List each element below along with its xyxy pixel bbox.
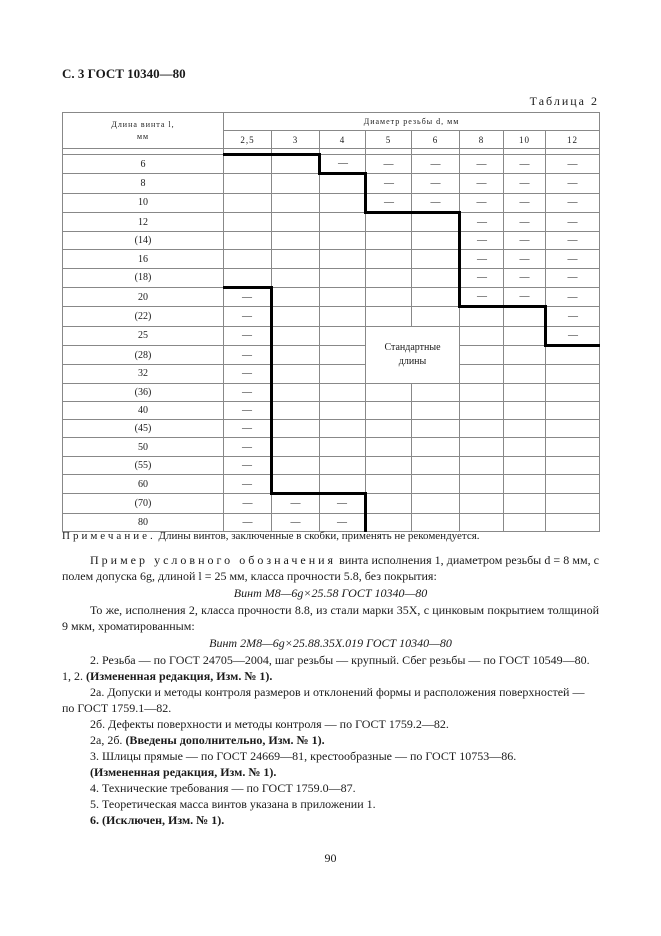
table-cell <box>546 494 600 513</box>
requirements-list <box>62 652 599 828</box>
length-cell: (28) <box>63 345 224 364</box>
item-6: 6. (Исключен, Изм. № 1). <box>90 813 225 827</box>
table-row <box>63 232 600 250</box>
table-cell <box>224 250 272 268</box>
table-cell <box>320 232 366 250</box>
table-cell <box>412 420 460 438</box>
table-cell <box>504 438 546 456</box>
table-row <box>63 193 600 212</box>
table-cell <box>320 456 366 474</box>
table-cell <box>272 174 320 193</box>
table-cell: — <box>460 193 504 212</box>
table-row <box>63 326 600 345</box>
table-cell: — <box>224 401 272 419</box>
length-column-header <box>63 113 224 149</box>
item-4: 4. Технические требования — по ГОСТ 1759.0—87. <box>90 781 356 795</box>
table-cell: — <box>546 155 600 174</box>
table-cell <box>272 383 320 401</box>
designation-formula-1: Винт М8—6g×25.58 ГОСТ 10340—80 <box>233 586 428 600</box>
length-cell: 60 <box>63 475 224 494</box>
length-cell: (55) <box>63 456 224 474</box>
table-cell: — <box>412 155 460 174</box>
table-row <box>63 438 600 456</box>
table-cell <box>272 155 320 174</box>
table-row <box>63 155 600 174</box>
length-cell: 10 <box>63 193 224 212</box>
diameter-header-cell: 12 <box>546 131 600 149</box>
item-3-change: (Измененная редакция, Изм. № 1). <box>90 765 277 779</box>
table-cell <box>320 401 366 419</box>
table-cell: — <box>504 193 546 212</box>
table-cell: — <box>224 513 272 531</box>
table-cell: — <box>224 438 272 456</box>
diameter-header-cell: 5 <box>366 131 412 149</box>
table-cell <box>460 365 504 383</box>
table-cell <box>320 438 366 456</box>
table-cell <box>412 212 460 231</box>
table-cell <box>272 268 320 287</box>
table-body <box>63 155 600 532</box>
table-cell <box>366 307 412 326</box>
table-cell <box>460 438 504 456</box>
item-2a: 2а. Допуски и методы контроля размеров и отклонений формы и расположения поверхностей — по ГОСТ 1759.1—82. <box>62 685 585 715</box>
page-number: 90 <box>324 851 337 865</box>
table-cell: — <box>460 288 504 307</box>
table-cell: — <box>546 250 600 268</box>
table-cell <box>460 326 504 345</box>
table-cell <box>412 456 460 474</box>
diameter-header-cell: 8 <box>460 131 504 149</box>
table-cell <box>366 494 412 513</box>
table-row <box>63 174 600 193</box>
table-cell <box>272 326 320 345</box>
table-cell <box>272 365 320 383</box>
table-cell: — <box>224 494 272 513</box>
table-row <box>63 268 600 287</box>
length-header-line2: мм <box>136 131 150 141</box>
table-cell: — <box>504 155 546 174</box>
designation-formula-2: Винт 2М8—6g×25.88.35Х.019 ГОСТ 10340—80 <box>209 636 452 650</box>
table-cell: — <box>504 232 546 250</box>
item-2: 2. Резьба — по ГОСТ 24705—2004, шаг резьбы — крупный. Сбег резьбы — по ГОСТ 10549—80. <box>90 653 590 667</box>
table-cell: — <box>504 212 546 231</box>
table-cell <box>272 438 320 456</box>
length-header-line1: Длина винта l, <box>111 119 175 129</box>
length-cell: 6 <box>63 155 224 174</box>
table-cell <box>224 232 272 250</box>
item-2ab-ref: 2а, 2б. <box>90 733 123 747</box>
table-cell <box>412 288 460 307</box>
length-cell: (18) <box>63 268 224 287</box>
table-cell <box>412 268 460 287</box>
table-cell: — <box>546 288 600 307</box>
table-cell <box>272 475 320 494</box>
table-cell: — <box>224 365 272 383</box>
table-cell <box>546 383 600 401</box>
length-cell: (45) <box>63 420 224 438</box>
table-cell <box>320 268 366 287</box>
standard-lengths-label <box>366 326 460 383</box>
table-cell <box>272 307 320 326</box>
table-cell <box>460 383 504 401</box>
table-cell <box>224 174 272 193</box>
standard-lengths-line2: длины <box>398 355 427 367</box>
table-cell <box>366 232 412 250</box>
table-cell <box>366 401 412 419</box>
table-cell <box>272 193 320 212</box>
table-cell: — <box>224 456 272 474</box>
table-cell: — <box>320 155 366 174</box>
table-cell <box>412 232 460 250</box>
table-cell <box>412 250 460 268</box>
diameter-header-cell: 4 <box>320 131 366 149</box>
table-cell: — <box>366 174 412 193</box>
length-cell: 80 <box>63 513 224 531</box>
table-row <box>63 345 600 364</box>
item-2-change: (Измененная редакция, Изм. № 1). <box>83 669 273 683</box>
table-cell <box>460 494 504 513</box>
table-cell <box>504 326 546 345</box>
table-cell <box>546 365 600 383</box>
table-cell: — <box>224 288 272 307</box>
table-cell <box>504 494 546 513</box>
table-row <box>63 212 600 231</box>
table-cell <box>320 383 366 401</box>
example-text-2: То же, исполнения 2, класса прочности 8.8, из стали марки 35Х, с цинковым покрытием толщиной 9 мкм, хроматированным: <box>62 603 599 633</box>
table-cell <box>224 268 272 287</box>
table-cell: — <box>546 174 600 193</box>
table-cell <box>460 307 504 326</box>
table-cell <box>366 212 412 231</box>
table-cell: — <box>412 193 460 212</box>
table-cell <box>412 401 460 419</box>
table-cell <box>366 475 412 494</box>
table-cell <box>366 456 412 474</box>
table-row <box>63 475 600 494</box>
table-cell <box>504 383 546 401</box>
table-row <box>63 288 600 307</box>
table-cell: — <box>224 307 272 326</box>
table-row <box>63 494 600 513</box>
length-cell: 20 <box>63 288 224 307</box>
table-cell: — <box>320 494 366 513</box>
screw-length-table <box>62 112 600 532</box>
standard-lengths-line1: Стандартные <box>384 341 441 353</box>
table-cell <box>272 250 320 268</box>
table-cell: — <box>504 268 546 287</box>
table-cell <box>272 345 320 364</box>
table-cell <box>320 193 366 212</box>
table-cell <box>504 456 546 474</box>
length-cell: (36) <box>63 383 224 401</box>
table-cell <box>504 307 546 326</box>
table-cell <box>546 420 600 438</box>
table-cell: — <box>546 268 600 287</box>
table-cell: — <box>460 155 504 174</box>
table-cell: — <box>546 326 600 345</box>
table-row <box>63 307 600 326</box>
diameter-header-cell: 6 <box>412 131 460 149</box>
diameter-header: Диаметр резьбы d, мм <box>224 113 600 131</box>
table-cell <box>504 475 546 494</box>
table-row <box>63 420 600 438</box>
table-cell <box>320 326 366 345</box>
length-cell: (70) <box>63 494 224 513</box>
table-cell <box>320 345 366 364</box>
diameter-header-cell: 3 <box>272 131 320 149</box>
designation-example <box>62 552 599 828</box>
table-cell <box>412 383 460 401</box>
table-cell: — <box>224 326 272 345</box>
table-cell: — <box>460 232 504 250</box>
table-cell: — <box>366 155 412 174</box>
table-cell <box>272 420 320 438</box>
table-cell: — <box>460 174 504 193</box>
table-cell <box>546 401 600 419</box>
table-cell <box>504 420 546 438</box>
table-cell: — <box>460 268 504 287</box>
table-cell <box>412 438 460 456</box>
length-cell: 32 <box>63 365 224 383</box>
table-cell: — <box>224 345 272 364</box>
table-cell <box>224 193 272 212</box>
table-row <box>63 401 600 419</box>
item-2-ref: 1, 2. <box>62 669 83 683</box>
table-cell: — <box>412 174 460 193</box>
table-cell: — <box>460 250 504 268</box>
length-cell: 8 <box>63 174 224 193</box>
length-cell: 16 <box>63 250 224 268</box>
table-cell <box>546 345 600 364</box>
table-cell <box>546 438 600 456</box>
item-5: 5. Теоретическая масса винтов указана в приложении 1. <box>90 797 376 811</box>
table-cell <box>272 212 320 231</box>
table-cell: — <box>504 250 546 268</box>
table-cell: — <box>504 288 546 307</box>
table-cell <box>366 420 412 438</box>
table-cell <box>366 250 412 268</box>
table-cell <box>366 268 412 287</box>
table-cell: — <box>546 307 600 326</box>
table-cell <box>366 383 412 401</box>
table-cell <box>320 475 366 494</box>
table-cell <box>320 420 366 438</box>
table-cell <box>320 250 366 268</box>
table-cell <box>460 456 504 474</box>
note-label: Примечание. <box>62 530 156 542</box>
table-cell <box>460 401 504 419</box>
table-row <box>63 383 600 401</box>
note-text: Длины винтов, заключенные в скобки, применять не рекомендуется. <box>155 530 480 542</box>
table-caption: Таблица 2 <box>529 94 599 108</box>
length-cell: 50 <box>63 438 224 456</box>
table-cell <box>460 420 504 438</box>
table-cell <box>546 475 600 494</box>
table-cell <box>272 401 320 419</box>
page-header: С. 3 ГОСТ 10340—80 <box>62 66 186 81</box>
length-cell: (22) <box>63 307 224 326</box>
table-cell <box>320 307 366 326</box>
table-cell <box>224 212 272 231</box>
table-cell: — <box>320 513 366 531</box>
table-cell: — <box>546 193 600 212</box>
table-cell: — <box>224 475 272 494</box>
table-cell <box>504 401 546 419</box>
table-cell: — <box>272 494 320 513</box>
table-cell: — <box>546 232 600 250</box>
item-3: 3. Шлицы прямые — по ГОСТ 24669—81, крестообразные — по ГОСТ 10753—86. <box>90 749 517 763</box>
table-cell: — <box>224 383 272 401</box>
table-cell <box>272 232 320 250</box>
note <box>62 528 599 544</box>
example-label: Пример условного обозначения <box>90 553 337 567</box>
table-cell <box>272 288 320 307</box>
table-cell <box>272 456 320 474</box>
diameter-header-cell: 2,5 <box>224 131 272 149</box>
diameter-header-cell: 10 <box>504 131 546 149</box>
table-cell <box>504 365 546 383</box>
length-cell: 25 <box>63 326 224 345</box>
table-row <box>63 456 600 474</box>
table-cell <box>546 456 600 474</box>
table-row <box>63 250 600 268</box>
table-cell <box>412 475 460 494</box>
table-cell <box>320 174 366 193</box>
table-cell: — <box>224 420 272 438</box>
length-cell: 40 <box>63 401 224 419</box>
table-cell <box>412 494 460 513</box>
table-cell <box>320 288 366 307</box>
table-cell <box>460 475 504 494</box>
table-cell <box>366 288 412 307</box>
item-2ab-change: (Введены дополнительно, Изм. № 1). <box>122 733 325 747</box>
table-cell: — <box>272 513 320 531</box>
table-cell <box>460 345 504 364</box>
table-cell: — <box>546 212 600 231</box>
table-cell <box>366 438 412 456</box>
table-cell <box>224 155 272 174</box>
table-cell <box>412 307 460 326</box>
length-cell: 12 <box>63 212 224 231</box>
table-row <box>63 365 600 383</box>
table-cell: — <box>366 193 412 212</box>
table-cell: — <box>460 212 504 231</box>
table-cell <box>320 212 366 231</box>
example-text: винта исполнения 1, диаметром резьбы d = 8 мм, с полем допуска 6g, длиной l = 25 мм, класса прочности 5.8, без покрытия: <box>62 553 599 583</box>
table-cell: — <box>504 174 546 193</box>
length-cell: (14) <box>63 232 224 250</box>
item-2b: 2б. Дефекты поверхности и методы контроля — по ГОСТ 1759.2—82. <box>90 717 449 731</box>
table-cell <box>504 345 546 364</box>
table-cell <box>320 365 366 383</box>
